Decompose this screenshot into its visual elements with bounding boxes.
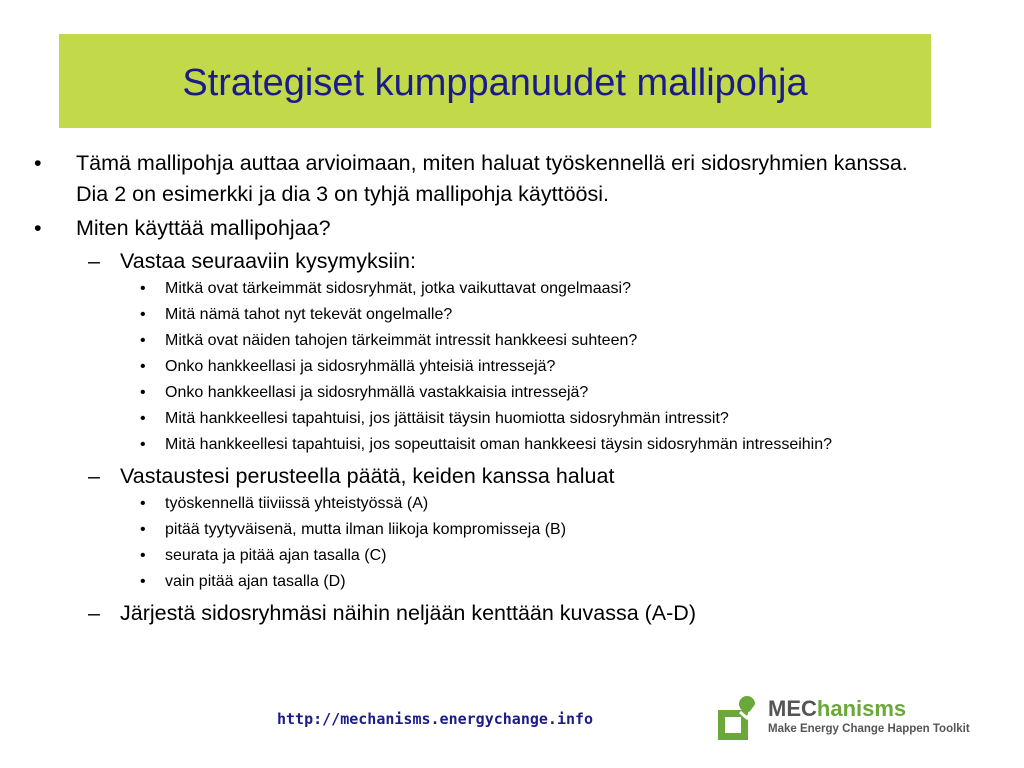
question-text: Mitä nämä tahot nyt tekevät ongelmalle?	[165, 306, 453, 323]
question-item	[30, 436, 930, 454]
bullet-glyph: •	[34, 151, 42, 175]
mechanisms-logo	[716, 694, 1006, 744]
bullet-glyph: •	[140, 306, 146, 323]
bullet-glyph: •	[140, 495, 146, 512]
option-text: pitää tyytyväisenä, mutta ilman liikoja kompromisseja (B)	[165, 521, 567, 538]
slide-content	[30, 148, 930, 632]
footer-link[interactable]: http://mechanisms.energychange.info	[277, 710, 594, 728]
sub-item-questions-text: Vastaa seuraaviin kysymyksiin:	[120, 249, 416, 273]
sub-item-questions	[30, 247, 930, 275]
bullet-intro-text: Tämä mallipohja auttaa arvioimaan, miten haluat työskennellä eri sidosryhmien kanssa. Dia 2 on esimerkki ja dia 3 on tyhjä mallipohja käyttöösi.	[76, 151, 908, 206]
slide-title: Strategiset kumppanuudet mallipohja	[182, 61, 808, 104]
logo-name	[768, 696, 906, 722]
bullet-glyph: •	[140, 573, 146, 590]
dash-glyph: –	[88, 464, 100, 488]
mechanisms-logo-icon	[716, 694, 764, 742]
bullet-glyph: •	[34, 216, 42, 240]
question-item	[30, 410, 930, 428]
bullet-glyph: •	[140, 547, 146, 564]
logo-tagline: Make Energy Change Happen Toolkit	[768, 723, 970, 735]
question-text: Mitä hankkeellesi tapahtuisi, jos sopeuttaisit oman hankkeesi täysin sidosryhmän intresseihin?	[165, 436, 833, 453]
sub-item-decide	[30, 462, 930, 490]
title-bar	[59, 34, 931, 128]
sub-item-arrange	[30, 599, 930, 627]
bullet-glyph: •	[140, 410, 146, 427]
sub-item-decide-text: Vastaustesi perusteella päätä, keiden kanssa haluat	[120, 464, 615, 488]
sub-item-arrange-text: Järjestä sidosryhmäsi näihin neljään kenttään kuvassa (A-D)	[120, 601, 696, 625]
bullet-how-to	[30, 213, 930, 244]
question-item	[30, 384, 930, 402]
question-text: Mitkä ovat tärkeimmät sidosryhmät, jotka vaikuttavat ongelmaasi?	[165, 280, 631, 297]
logo-name-prefix: MEC	[768, 696, 817, 721]
logo-name-suffix: hanisms	[816, 696, 907, 721]
option-text: työskennellä tiiviissä yhteistyössä (A)	[165, 495, 429, 512]
option-item	[30, 547, 930, 565]
question-item	[30, 332, 930, 350]
bullet-glyph: •	[140, 280, 146, 297]
option-text: seurata ja pitää ajan tasalla (C)	[165, 547, 387, 564]
dash-glyph: –	[88, 249, 100, 273]
question-item	[30, 358, 930, 376]
question-item	[30, 306, 930, 324]
bullet-glyph: •	[140, 358, 146, 375]
bullet-intro	[30, 148, 930, 210]
question-text: Mitkä ovat näiden tahojen tärkeimmät intressit hankkeesi suhteen?	[165, 332, 638, 349]
bullet-how-to-text: Miten käyttää mallipohjaa?	[76, 216, 331, 240]
bullet-glyph: •	[140, 521, 146, 538]
question-text: Onko hankkeellasi ja sidosryhmällä vastakkaisia intressejä?	[165, 384, 589, 401]
option-text: vain pitää ajan tasalla (D)	[165, 573, 346, 590]
bullet-glyph: •	[140, 436, 146, 453]
bullet-glyph: •	[140, 332, 146, 349]
question-text: Mitä hankkeellesi tapahtuisi, jos jättäisit täysin huomiotta sidosryhmän intressit?	[165, 410, 729, 427]
option-item	[30, 521, 930, 539]
question-text: Onko hankkeellasi ja sidosryhmällä yhteisiä intressejä?	[165, 358, 556, 375]
bullet-glyph: •	[140, 384, 146, 401]
option-item	[30, 573, 930, 591]
dash-glyph: –	[88, 601, 100, 625]
option-item	[30, 495, 930, 513]
question-item	[30, 280, 930, 298]
